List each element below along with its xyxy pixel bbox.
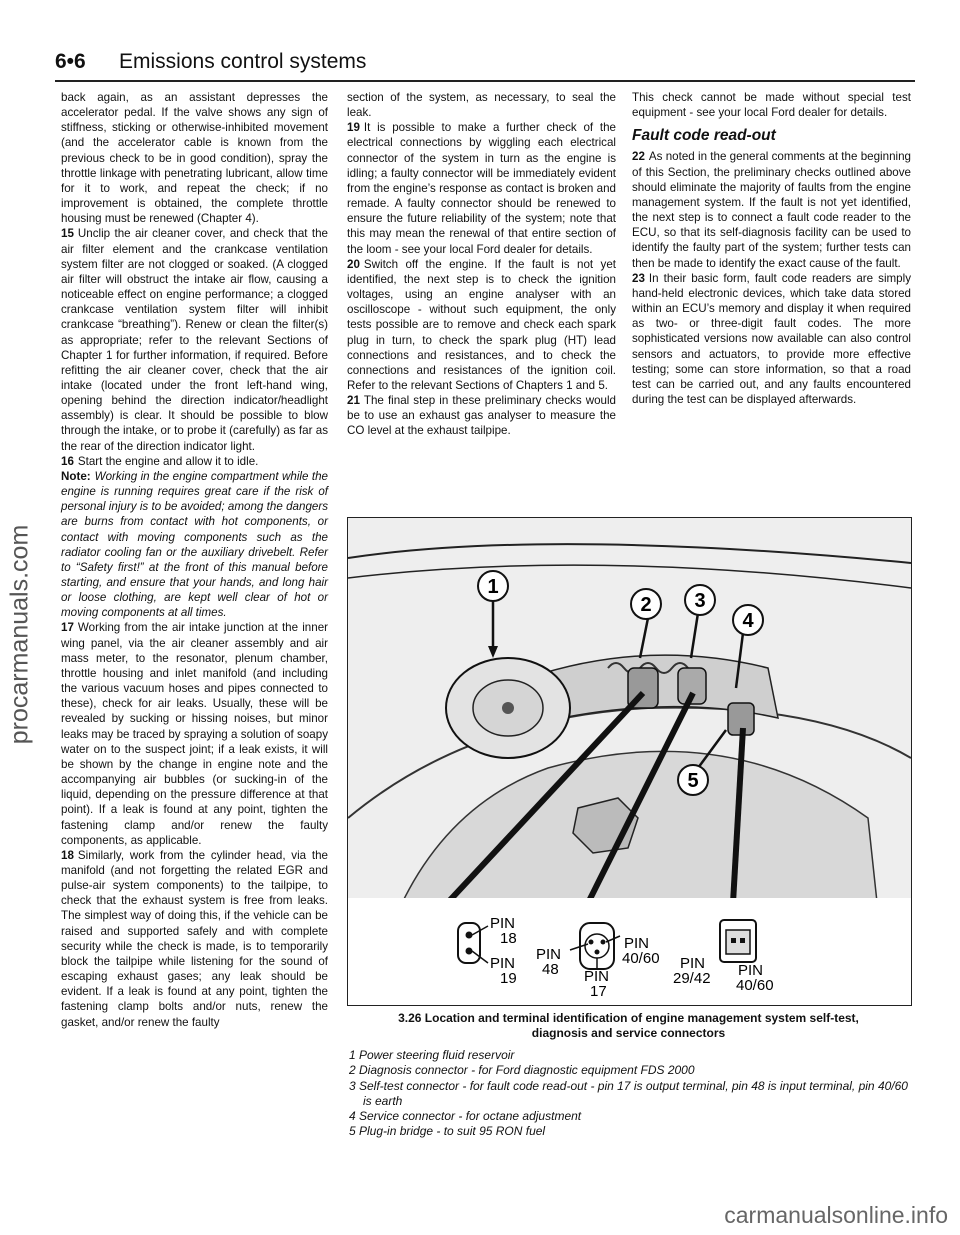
- page-header: [55, 50, 915, 80]
- paragraph-text: It is possible to make a further check of the electrical connections by wiggling each electrical connector of the system in turn as the engine is idling; a faulty connector will be immediately evident from the engine’s response as contact is broken and remade. A faulty connector should be renewed to ensure the future reliability of the system; note that this may mean the renewal of that entire section of the loom - see your local Ford dealer for details.: [347, 121, 616, 256]
- paragraph-number: 16: [61, 454, 74, 468]
- pin-label: PIN: [584, 968, 610, 985]
- callout-1: [478, 571, 508, 601]
- paragraph-text: Working from the air intake junction at the inner wing panel, via the air cleaner assembly and air mass meter, to the resonator, plenum chamber, throttle housing and inlet manifold (and including the various vacuum hoses and pipes connected to these), check for air leaks. Usually, these will be revealed by sucking or hissing noises, but minor leaks may be traced by spraying a solution of soapy water on to the suspect joint; if a leak exists, it will be shown by the change in engine note and the accompanying air bubbles (or sucking-in of the liquid, depending on the pressure difference at that point). If a leak is found at any point, tighten the fastening clamp and/or renew the faulty components, as applicable.: [61, 621, 328, 847]
- key-item: 4 Service connector - for octane adjustment: [349, 1109, 582, 1124]
- paragraph-number: 20: [347, 257, 360, 271]
- pin-label: PIN: [680, 955, 706, 972]
- column-3: [632, 90, 911, 407]
- paragraph-text: Switch off the engine. If the fault is not yet identified, the next step is to check the ignition voltages, using an engine analyser with an oscilloscope - without such equipment, the only tests possible are to remove and check each spark plug in turn, to check the spark plug (HT) lead connections and resistances, and to check the connections and resistances of the ignition coil. Refer to the relevant Sections of Chapters 1 and 5.: [347, 257, 616, 392]
- paragraph-text: Unclip the air cleaner cover, and check that the air filter element and the crankcase ventilation system filter are not clogged or soaked. (A clogged air filter will obstruct the intake air flow, causing a noticeable effect on engine performance; a clogged crankcase ventilation system filter will inhibit crankcase “breathing”). Renew or clean the filter(s) as appropriate; refer to the relevant Sections of Chapter 1 for further information, if required. Before refitting the air cleaner cover, check that the air intake (located under the front left-hand wing, opening behind the direction indicator/headlight assembly) is clear. It should be possible to blow through the intake, or to probe it (carefully) as far as the rear of the direction indicator light.: [61, 227, 328, 453]
- paragraph-number: 15: [61, 227, 74, 241]
- engine-bay-illustration: [348, 518, 911, 1005]
- key-item: 3 Self-test connector - for fault code read-out - pin 17 is output terminal, pin 48 is input terminal, pin 40/60 is earth: [349, 1078, 908, 1108]
- callout-1-label: 1: [487, 576, 499, 598]
- paragraph-continued: back again, as an assistant depresses the accelerator pedal. If the valve shows any sign of stiffness, sticking or otherwise-inhibited movement (and the accelerator cable is known from the previous check to be in good condition), spray the throttle linkage with penetrating lubricant, allow time for it to work, and repeat the check; if no improvement is obtained, the complete throttle housing must be renewed (Chapter 4).: [61, 91, 328, 226]
- note-text: Working in the engine compartment while the engine is running requires great care if the risk of personal injury is to be avoided; among the dangers are burns from contact with hot components, or contact with moving components such as the radiator cooling fan or the auxiliary drivebelt. Refer to “Safety first!” at the front of this manual before starting, and ensure that your hands, and long hair or loose clothing, are kept well clear of hot or moving components at all times.: [61, 469, 328, 620]
- note-label: Note:: [61, 469, 91, 483]
- paragraph-text: The final step in these preliminary checks would be to use an exhaust gas analyser to measure the CO level at the exhaust tailpipe.: [347, 394, 616, 438]
- pin-number: 19: [500, 970, 517, 987]
- engine-bay-figure: [347, 517, 912, 1006]
- paragraph-number: 18: [61, 848, 74, 862]
- paragraph-continued: section of the system, as necessary, to seal the leak.: [347, 91, 616, 120]
- paragraph-number: 17: [61, 621, 74, 635]
- callout-4: [733, 605, 763, 635]
- section-title: Emissions control systems: [119, 50, 367, 73]
- callout-2: [631, 589, 661, 619]
- paragraph-number: 21: [347, 394, 360, 408]
- caption-title-line: 3.26 Location and terminal identification of engine management system self-test,: [398, 1011, 859, 1025]
- paragraph-16: [61, 454, 328, 469]
- side-watermark: [0, 400, 50, 850]
- paragraph-text: As noted in the general comments at the beginning of this Section, the preliminary checks outlined above should eliminate the majority of faults from the engine management system. If the fault is not yet identified, the next step is to connect a fault code reader to the ECU, so that its self-diagnosis facility can be used to identify the faulty part of the system; further tests can then be made to identify the exact cause of the fault.: [632, 150, 911, 270]
- paragraph-continued: This check cannot be made without special test equipment - see your local Ford dealer for details.: [632, 91, 911, 120]
- pin-number: 48: [542, 961, 559, 978]
- figure-key-list: [349, 1048, 909, 1140]
- column-1: [61, 90, 328, 1030]
- paragraph-20: [347, 257, 616, 393]
- pin-number: 40/60: [622, 950, 660, 967]
- paragraph-number: 23: [632, 271, 645, 285]
- paragraph-15: [61, 226, 328, 453]
- callout-2-label: 2: [640, 594, 652, 616]
- paragraph-23: [632, 271, 911, 407]
- callout-3: [685, 585, 715, 615]
- paragraph-18: [61, 848, 328, 1030]
- pin-label: PIN: [536, 946, 562, 963]
- pin-number: 17: [590, 983, 607, 1000]
- bottom-watermark: carmanualsonline.info: [724, 1202, 948, 1228]
- fault-code-heading: Fault code read-out: [632, 127, 776, 145]
- paragraph-number: 22: [632, 150, 645, 164]
- paragraph-text: Start the engine and allow it to idle.: [77, 454, 259, 468]
- key-item: 2 Diagnosis connector - for Ford diagnostic equipment FDS 2000: [349, 1063, 695, 1078]
- paragraph-17: [61, 620, 328, 847]
- key-item: 1 Power steering fluid reservoir: [349, 1048, 515, 1062]
- figure-caption-title: [347, 1011, 910, 1041]
- pin-label: PIN: [738, 962, 764, 979]
- callout-4-label: 4: [742, 610, 754, 632]
- paragraph-text: In their basic form, fault code readers are simply hand-held electronic devices, which take data stored within an ECU’s memory and display it when required as two- or three-digit fault codes. The more sophisticated versions now available can also control sensors and actuators, to provide more effective testing; some can store information, so that a road test can be carried out, and any faults encountered during the test can be displayed afterwards.: [632, 271, 911, 406]
- callout-5-label: 5: [687, 770, 699, 792]
- side-watermark-text: procarmanuals.com: [5, 524, 34, 745]
- pin-label: PIN: [490, 915, 516, 932]
- pin-number: 29/42: [673, 970, 711, 987]
- pin-number: 18: [500, 930, 517, 947]
- key-item: 5 Plug-in bridge - to suit 95 RON fuel: [349, 1124, 546, 1139]
- paragraph-22: [632, 149, 911, 270]
- safety-note: [61, 469, 328, 621]
- paragraph-19: [347, 120, 616, 256]
- header-rule: [55, 80, 915, 82]
- pin-number: 40/60: [736, 977, 774, 994]
- page-number: 6•6: [55, 50, 86, 73]
- pin-label: PIN: [490, 955, 516, 972]
- caption-title-line: diagnosis and service connectors: [531, 1026, 726, 1040]
- paragraph-number: 19: [347, 121, 360, 135]
- paragraph-21: [347, 393, 616, 438]
- callout-5: [678, 765, 708, 795]
- pin-label: PIN: [624, 935, 650, 952]
- callout-3-label: 3: [694, 590, 706, 612]
- column-2: [347, 90, 616, 439]
- paragraph-text: Similarly, work from the cylinder head, via the manifold (and not forgetting the related EGR and pulse-air system components) to the tailpipe, to check that the exhaust system is free from leaks. The simplest way of doing this, if the vehicle can be raised and supported safely and with complete security while the check is made, is to temporarily block the tailpipe while listening for the sound of escaping exhaust gases; any leak should be evident. If a leak is found at any point, tighten the fastening clamp bolts and/or nuts, renew the gasket, and/or renew the faulty: [61, 848, 328, 1029]
